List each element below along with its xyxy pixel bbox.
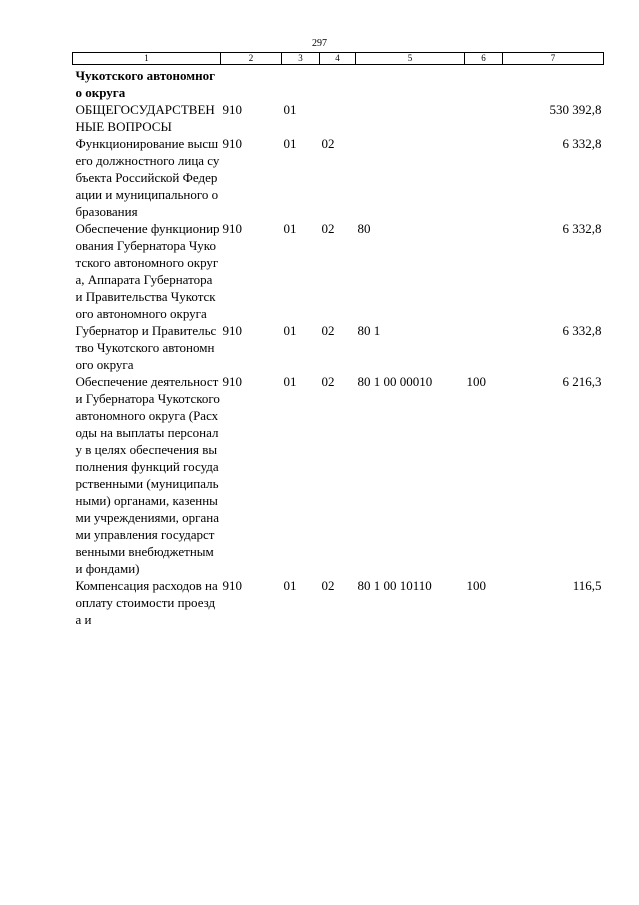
amount [503,65,604,102]
section-code [282,65,320,102]
target-code: 80 1 00 10110 [357,578,432,593]
column-number-row [73,53,604,65]
target-code [356,101,465,135]
expense-type-code [465,65,503,102]
column-number: 7 [503,53,604,65]
row-name: Чукотского автономного округа [75,68,216,100]
section-code: 01 [283,221,297,236]
row-name: Губернатор и Правительство Чукотского автономного округа [75,323,217,372]
row-name: Обеспечение деятельности Губернатора Чукотского автономного округа (Расходы на выплаты персоналу в целях обеспечения выполнения функций государственными (муниципальными) органами, казенными учреждениями, органами управления государственными внебюджетными фондами) [75,374,220,576]
ministry-code: 910 [222,323,242,338]
expense-type-code [465,220,503,322]
subsection-code: 02 [321,136,335,151]
target-code: 80 1 [357,323,381,338]
table-row [73,577,604,628]
table-row [73,101,604,135]
row-name: ОБЩЕГОСУДАРСТВЕННЫЕ ВОПРОСЫ [75,102,215,134]
row-name: Компенсация расходов на оплату стоимости проезда и [75,578,218,627]
column-number: 4 [320,53,356,65]
column-number: 5 [356,53,465,65]
amount: 6 332,8 [562,323,602,338]
table-row [73,135,604,220]
subsection-code [320,101,356,135]
subsection-code [320,65,356,102]
row-name: Функционирование высшего должностного лица субъекта Российской Федерации и муниципального образования [75,136,220,219]
amount: 116,5 [572,578,602,593]
page-number: 297 [312,38,327,49]
column-number: 6 [465,53,503,65]
expense-type-code: 100 [466,374,486,389]
section-code: 01 [283,102,297,117]
subsection-code: 02 [321,578,335,593]
subsection-code: 02 [321,374,335,389]
table-row [73,220,604,322]
subsection-code: 02 [321,323,335,338]
column-number: 3 [282,53,320,65]
section-code: 01 [283,323,297,338]
section-code: 01 [283,374,297,389]
row-name: Обеспечение функционирования Губернатора Чукотского автономного округа, Аппарата Губернатора и Правительства Чукотского автономного округа [75,221,220,321]
ministry-code [221,65,282,102]
column-number: 2 [221,53,282,65]
ministry-code: 910 [222,578,242,593]
section-code: 01 [283,578,297,593]
subsection-code: 02 [321,221,335,236]
target-code: 80 [357,221,371,236]
column-number: 1 [73,53,221,65]
target-code [356,65,465,102]
ministry-code: 910 [222,136,242,151]
amount: 6 332,8 [562,221,602,236]
amount: 6 216,3 [562,374,602,389]
target-code [356,135,465,220]
amount: 6 332,8 [562,136,602,151]
table-row [73,373,604,577]
expense-type-code [465,101,503,135]
budget-table [72,52,604,628]
expense-type-code [465,322,503,373]
table-row [73,65,604,102]
expense-type-code [465,135,503,220]
expense-type-code: 100 [466,578,486,593]
ministry-code: 910 [222,102,242,117]
ministry-code: 910 [222,221,242,236]
amount: 530 392,8 [549,102,602,117]
section-code: 01 [283,136,297,151]
ministry-code: 910 [222,374,242,389]
target-code: 80 1 00 00010 [357,374,433,389]
table-row [73,322,604,373]
